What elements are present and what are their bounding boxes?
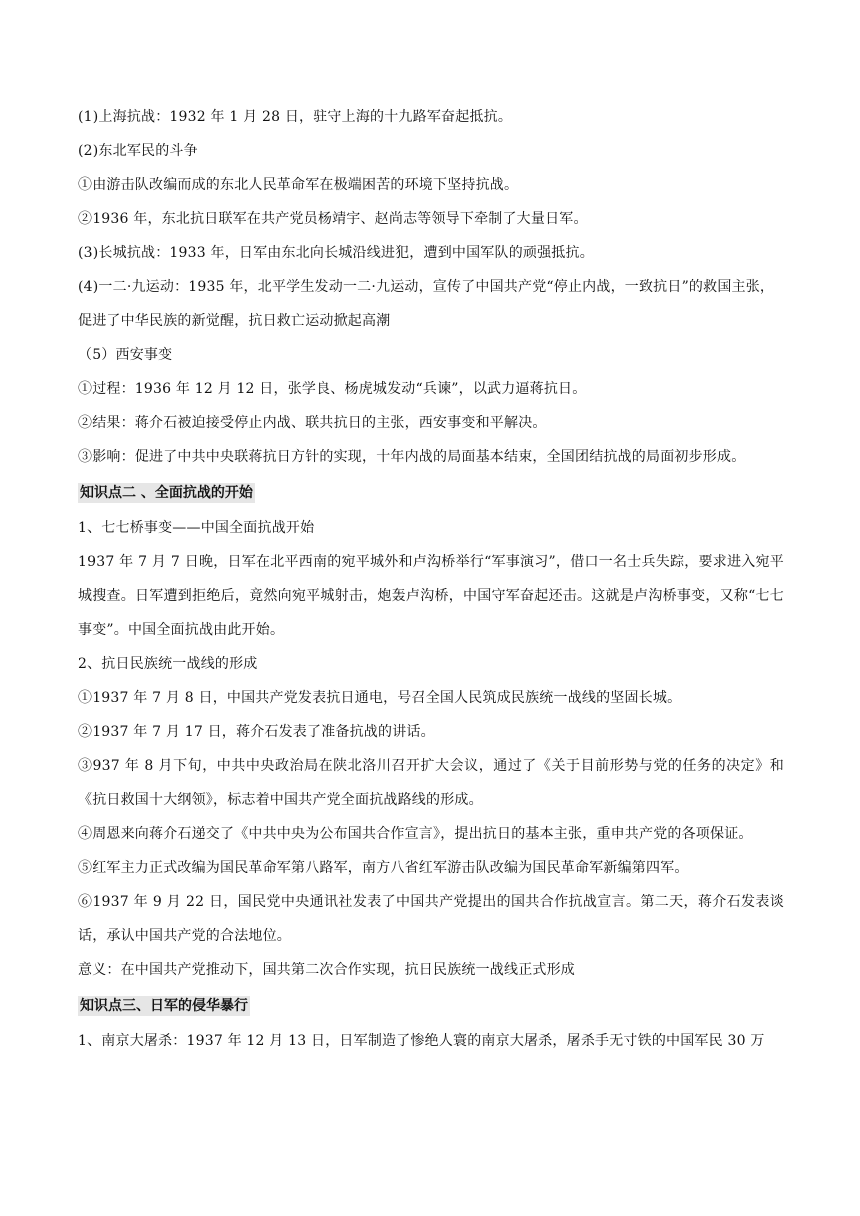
paragraph-significance: 意义：在中国共产党推动下，国共第二次合作实现，抗日民族统一战线正式形成: [78, 962, 575, 978]
paragraph-xian-process: ①过程：1936 年 12 月 12 日，张学良、杨虎城发动“兵谏”，以武力逼蒋抗日。: [78, 381, 587, 397]
paragraph-december-9-movement: (4)一二·九运动：1935 年，北平学生发动一二·九运动，宣传了中国共产党“停止内战，一致抗日”的救国主张，: [78, 279, 775, 295]
document-page: [78, 108, 784, 1066]
paragraph-united-front-item-3: ③937 年 8 月下旬，中共中央政治局在陕北洛川召开扩大会议，通过了《关于目前形势与党的任务的决定》和《抗日救国十大纲领》，标志着中国共产党全面抗战路线的形成。: [78, 758, 784, 808]
paragraph-marco-polo-title: 1、七七桥事变——中国全面抗战开始: [78, 520, 315, 536]
section-heading-2: 知识点二 、全面抗战的开始: [80, 485, 253, 501]
paragraph-xian-result: ②结果：蒋介石被迫接受停止内战、联共抗日的主张，西安事变和平解决。: [78, 415, 547, 431]
paragraph-northeast-item-1: ①由游击队改编而成的东北人民革命军在极端困苦的环境下坚持抗战。: [78, 177, 519, 193]
paragraph-xian-impact: ③影响：促进了中共中央联蒋抗日方针的实现，十年内战的局面基本结束，全国团结抗战的局面初步形成。: [78, 449, 746, 465]
paragraph-xian-incident: （5）西安事变: [78, 347, 173, 363]
paragraph-united-front-item-2: ②1937 年 7 月 17 日，蒋介石发表了准备抗战的讲话。: [78, 724, 435, 740]
section-heading-3: 知识点三、日军的侵华暴行: [80, 998, 248, 1014]
paragraph-united-front-item-1: ①1937 年 7 月 8 日，中国共产党发表抗日通电，号召全国人民筑成民族统一战线的坚固长城。: [78, 690, 682, 706]
paragraph-northeast-item-2: ②1936 年，东北抗日联军在共产党员杨靖宇、赵尚志等领导下牵制了大量日军。: [78, 211, 588, 227]
paragraph-shanghai-resistance: (1)上海抗战：1932 年 1 月 28 日，驻守上海的十九路军奋起抵抗。: [78, 109, 513, 125]
paragraph-united-front-title: 2、抗日民族统一战线的形成: [78, 656, 258, 672]
paragraph-northeast-struggle: (2)东北军民的斗争: [78, 143, 198, 159]
paragraph-national-awakening: 促进了中华民族的新觉醒，抗日救亡运动掀起高潮: [78, 313, 391, 329]
paragraph-united-front-item-5: ⑤红军主力正式改编为国民革命军第八路军，南方八省红军游击队改编为国民革命军新编第四军。: [78, 860, 689, 876]
paragraph-nanjing-massacre: 1、南京大屠杀：1937 年 12 月 13 日，日军制造了惨绝人寰的南京大屠杀，屠杀手无寸铁的中国军民 30 万: [78, 1033, 765, 1049]
paragraph-marco-polo-incident: 1937 年 7 月 7 日晚，日军在北平西南的宛平城外和卢沟桥举行“军事演习”，借口一名士兵失踪，要求进入宛平城搜查。日军遭到拒绝后，竟然向宛平城射击，炮轰卢沟桥，中国守军奋起还击。这就是卢沟桥事变，又称“七七事变”。中国全面抗战由此开始。: [78, 554, 784, 638]
paragraph-great-wall-resistance: (3)长城抗战：1933 年，日军由东北向长城沿线进犯，遭到中国军队的顽强抵抗。: [78, 245, 594, 261]
paragraph-united-front-item-4: ④周恩来向蒋介石递交了《中共中央为公布国共合作宣言》，提出抗日的基本主张，重申共产党的各项保证。: [78, 826, 753, 842]
paragraph-united-front-item-6: ⑥1937 年 9 月 22 日，国民党中央通讯社发表了中国共产党提出的国共合作抗战宣言。第二天，蒋介石发表谈话，承认中国共产党的合法地位。: [78, 894, 784, 944]
